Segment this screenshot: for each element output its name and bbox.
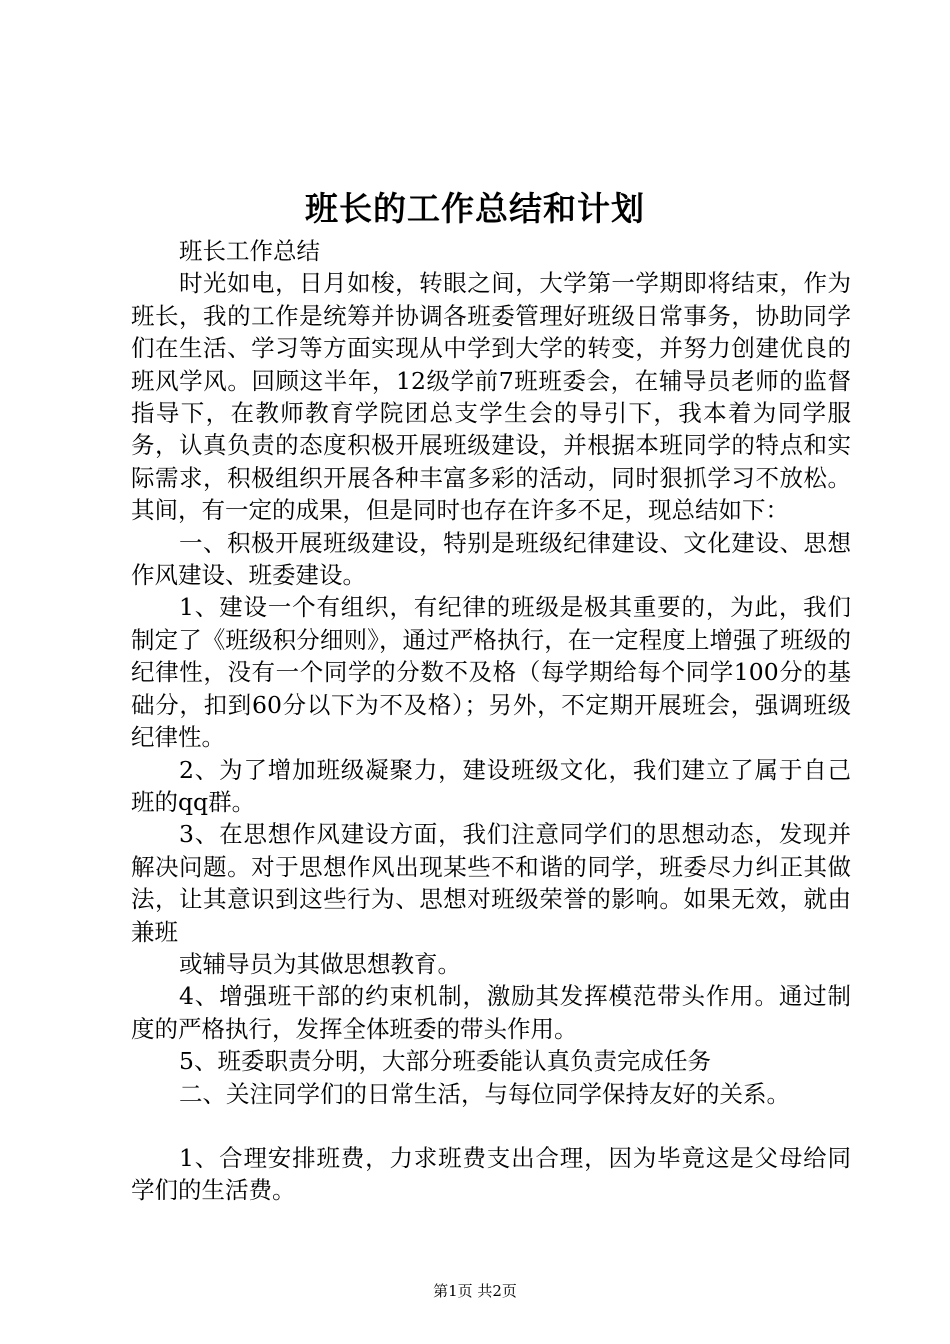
document-title: 班长的工作总结和计划 <box>305 189 645 228</box>
paragraph: 时光如电，日月如梭，转眼之间，大学第一学期即将结束，作为班长，我的工作是统筹并协调各班委管理好班级日常事务，协助同学们在生活、学习等方面实现从中学到大学的转变，并努力创建优良的班风学风。回顾这半年，12级学前7班班委会，在辅导员老师的监督指导下，在教师教育学院团总支学生会的导引下，我本着为同学服务，认真负责的态度积极开展班级建设，并根据本班同学的特点和实际需求，积极组织开展各种丰富多彩的活动，同时狠抓学习不放松。其间，有一定的成果，但是同时也存在许多不足，现总结如下： <box>131 269 851 525</box>
paragraph: 或辅导员为其做思想教育。 <box>179 949 461 978</box>
paragraph: 二、关注同学们的日常生活，与每位同学保持友好的关系。 <box>179 1079 790 1108</box>
paragraph: 3、在思想作风建设方面，我们注意同学们的思想动态，发现并解决问题。对于思想作风出现某些不和谐的同学，班委尽力纠正其做法，让其意识到这些行为、思想对班级荣誉的影响。如果无效，就由兼班 <box>131 820 851 946</box>
paragraph: 2、为了增加班级凝聚力，建设班级文化，我们建立了属于自己班的qq群。 <box>131 755 851 816</box>
section-heading: 班长工作总结 <box>179 237 320 265</box>
paragraph: 5、班委职责分明，大部分班委能认真负责完成任务 <box>179 1047 711 1076</box>
paragraph: 4、增强班干部的约束机制，激励其发挥模范带头作用。通过制度的严格执行，发挥全体班委的带头作用。 <box>131 982 851 1043</box>
paragraph: 1、合理安排班费，力求班费支出合理，因为毕竟这是父母给同学们的生活费。 <box>131 1143 851 1205</box>
paragraph: 1、建设一个有组织，有纪律的班级是极其重要的，为此，我们制定了《班级积分细则》，通过严格执行，在一定程度上增强了班级的纪律性，没有一个同学的分数不及格（每学期给每个同学100分的基础分，扣到60分以下为不及格）；另外，不定期开展班会，强调班级纪律性。 <box>131 593 851 752</box>
paragraph: 一、积极开展班级建设，特别是班级纪律建设、文化建设、思想作风建设、班委建设。 <box>131 528 851 590</box>
page-footer: 第1页 共2页 <box>433 1282 517 1300</box>
document-body <box>131 235 851 1207</box>
